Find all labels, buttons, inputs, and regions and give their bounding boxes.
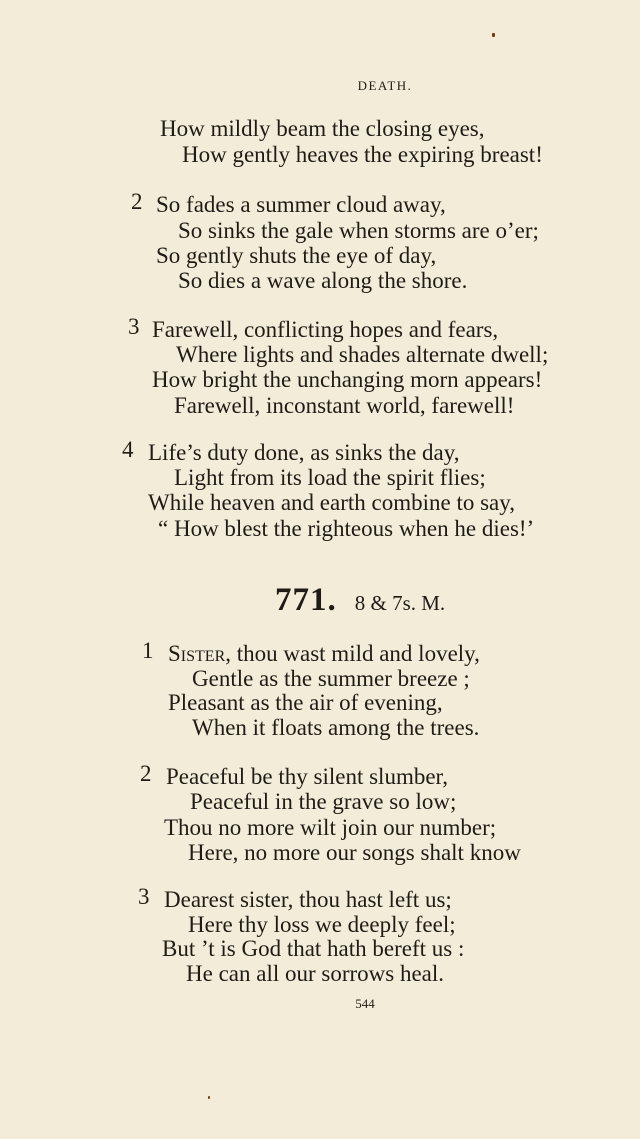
verse-line: He can all our sorrows heal. — [186, 961, 445, 986]
verse-line: So sinks the gale when storms are o’er; — [178, 218, 539, 243]
hymn-heading — [275, 582, 445, 619]
stanza-number: 2 — [140, 761, 152, 786]
running-header: DEATH. — [357, 78, 413, 93]
verse-line: Here thy loss we deeply feel; — [188, 912, 456, 937]
verse-line: Here, no more our songs shalt know — [188, 840, 521, 865]
verse-line: So fades a summer cloud away, — [156, 192, 446, 217]
verse-line: Life’s duty done, as sinks the day, — [148, 440, 460, 465]
ink-speck — [492, 33, 495, 37]
verse-line: How gently heaves the expiring breast! — [182, 142, 543, 167]
verse-line: Farewell, conflicting hopes and fears, — [152, 317, 499, 342]
first-word: Sister, — [168, 641, 231, 666]
verse-line: How bright the unchanging morn appears! — [152, 367, 543, 392]
hymn-meter: 8 & 7s. M. — [354, 591, 446, 615]
verse-line-rest: thou wast mild and lovely, — [231, 641, 480, 666]
page-number: 544 — [355, 996, 375, 1011]
verse-line: Pleasant as the air of evening, — [168, 690, 443, 715]
stanza-number: 3 — [138, 884, 150, 909]
verse-line: Peaceful in the grave so low; — [190, 789, 457, 814]
verse-line: So gently shuts the eye of day, — [156, 243, 437, 268]
verse-line: Farewell, inconstant world, farewell! — [174, 393, 515, 418]
verse-line: While heaven and earth combine to say, — [148, 490, 516, 515]
verse-line — [168, 641, 480, 667]
verse-line: Dearest sister, thou hast left us; — [164, 887, 452, 912]
stanza-number: 2 — [131, 189, 143, 214]
verse-line: Gentle as the summer breeze ; — [192, 666, 470, 691]
verse-line: “ How blest the righteous when he dies!’ — [158, 516, 535, 541]
verse-line: When it floats among the trees. — [192, 715, 480, 740]
verse-line: Thou no more wilt join our number; — [164, 815, 497, 840]
stanza-number: 4 — [122, 437, 134, 462]
stanza-number: 3 — [128, 314, 140, 339]
verse-line: Peaceful be thy silent slumber, — [166, 764, 449, 789]
verse-line: But ’t is God that hath bereft us : — [162, 936, 465, 961]
stanza-number: 1 — [142, 638, 154, 663]
hymn-number: 771. — [275, 582, 337, 618]
ink-speck — [208, 1096, 210, 1099]
verse-line: Where lights and shades alternate dwell; — [176, 342, 549, 367]
verse-line: How mildly beam the closing eyes, — [160, 116, 485, 141]
verse-line: Light from its load the spirit flies; — [174, 465, 486, 490]
verse-line: So dies a wave along the shore. — [178, 268, 468, 293]
